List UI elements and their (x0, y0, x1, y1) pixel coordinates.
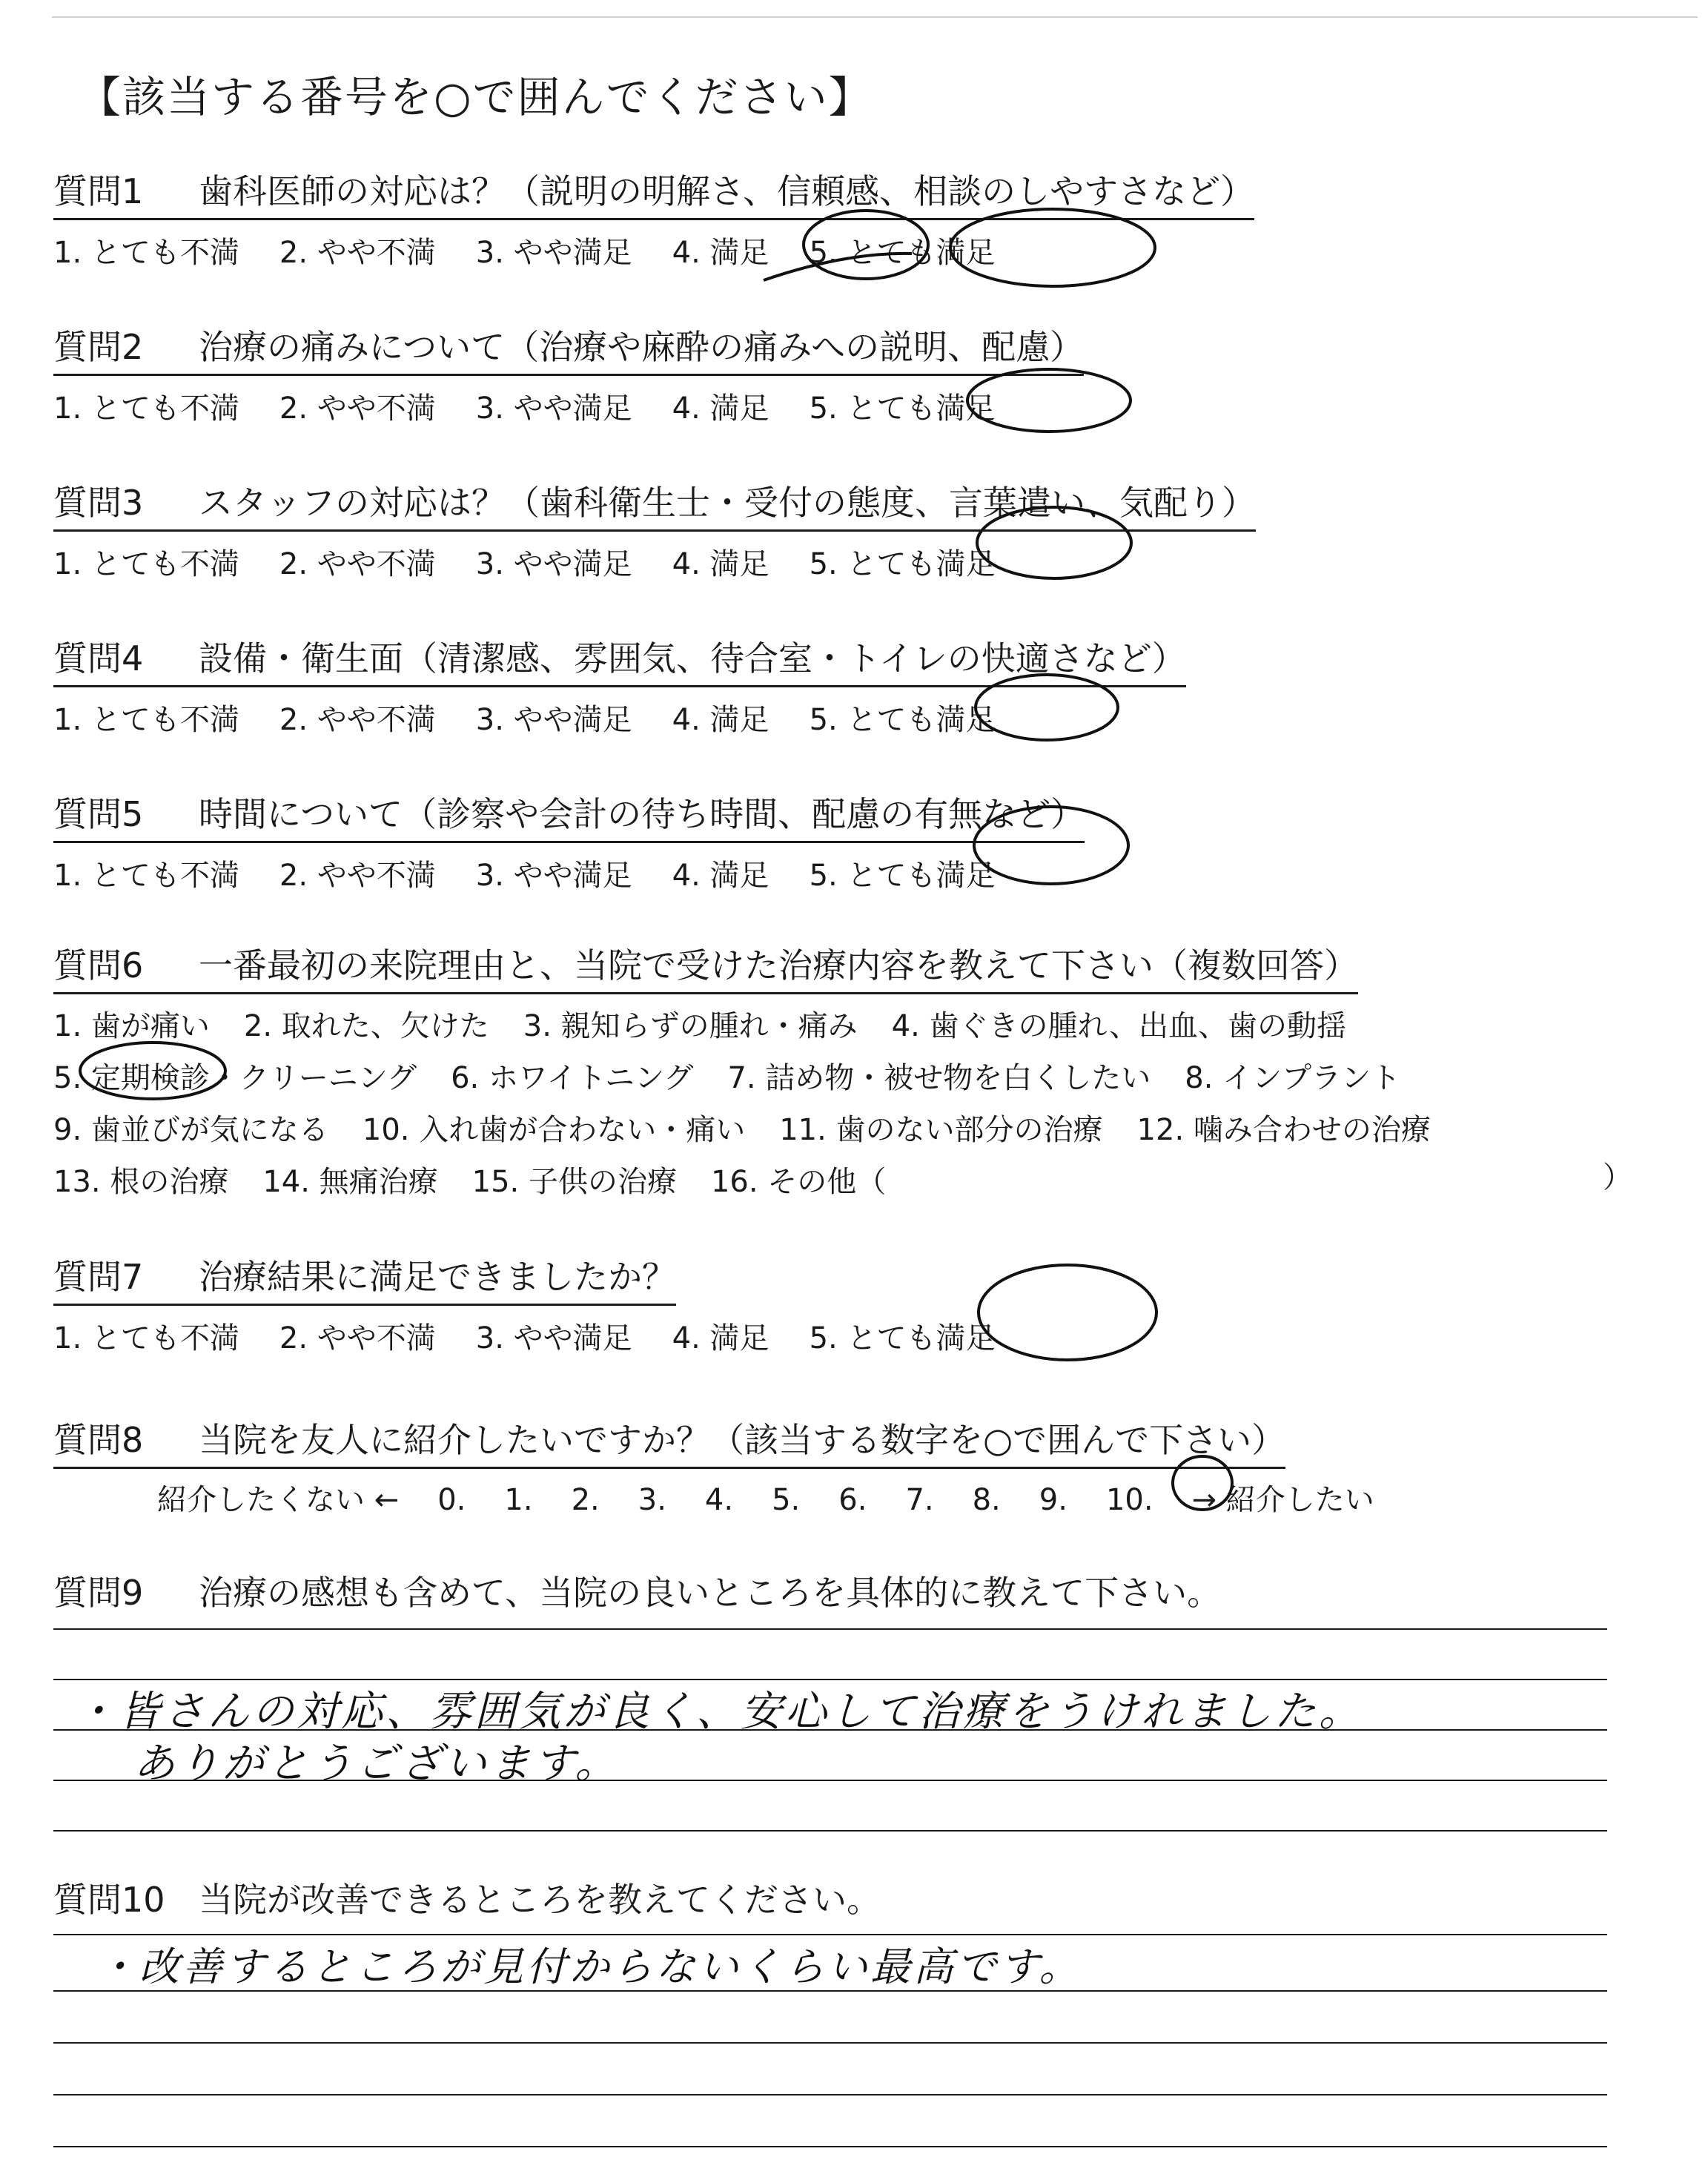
question-number: 質問4 (53, 638, 144, 678)
scale-option[interactable]: 4. (704, 1483, 734, 1517)
scale-option[interactable]: 3. (638, 1483, 666, 1517)
question-text: 治療の痛みについて（治療や麻酔の痛みへの説明、配慮） (199, 327, 1085, 367)
reason-option-other[interactable]: 16. その他（ (710, 1165, 887, 1199)
option-2[interactable]: 2. やや不満 (279, 547, 436, 581)
option-3[interactable]: 3. やや満足 (475, 392, 632, 426)
option-1[interactable]: 1. とても不満 (53, 236, 239, 270)
option-4[interactable]: 4. 満足 (672, 703, 769, 737)
option-3[interactable]: 3. やや満足 (475, 1321, 632, 1355)
question-7-heading (53, 1250, 676, 1306)
scale-option[interactable]: 6. (838, 1483, 867, 1517)
scale-option[interactable]: 1. (504, 1483, 533, 1517)
rating-options (53, 541, 1256, 583)
option-1[interactable]: 1. とても不満 (53, 547, 239, 581)
question-10 (53, 1873, 881, 1926)
question-number: 質問2 (53, 327, 144, 367)
option-3[interactable]: 3. やや満足 (475, 703, 632, 737)
question-number: 質問3 (53, 483, 144, 523)
option-3[interactable]: 3. やや満足 (475, 859, 632, 893)
option-5[interactable]: 5. とても満足 (809, 859, 996, 893)
reason-option[interactable]: 9. 歯並びが気になる (53, 1113, 328, 1147)
option-2[interactable]: 2. やや不満 (279, 859, 436, 893)
page-title: 【該当する番号を○で囲んでください】 (78, 72, 873, 122)
option-2[interactable]: 2. やや不満 (279, 236, 436, 270)
reason-option[interactable]: 15. 子供の治療 (471, 1165, 677, 1199)
reason-option[interactable]: 8. インプラント (1185, 1061, 1401, 1095)
ruled-line (53, 1628, 1607, 1630)
rating-options (53, 852, 1085, 894)
question-number: 質問10 (53, 1880, 165, 1920)
question-number: 質問7 (53, 1257, 144, 1297)
option-5[interactable]: 5. とても満足 (809, 236, 996, 270)
question-2-heading (53, 320, 1084, 376)
question-text: 歯科医師の対応は？（説明の明解さ、信頼感、相談のしやすさなど） (199, 171, 1255, 211)
reason-row-2 (53, 1052, 1465, 1104)
option-5[interactable]: 5. とても満足 (809, 392, 996, 426)
question-text: 一番最初の来院理由と、当院で受けた治療内容を教えて下さい（複数回答） (199, 945, 1358, 985)
option-5[interactable]: 5. とても満足 (809, 547, 996, 581)
question-9-heading (53, 1566, 1221, 1619)
question-6-heading (53, 939, 1358, 994)
reason-row-4 (53, 1156, 1465, 1208)
option-4[interactable]: 4. 満足 (672, 547, 769, 581)
question-3 (53, 476, 1256, 583)
option-4[interactable]: 4. 満足 (672, 236, 769, 270)
question-5 (53, 787, 1085, 894)
reason-option[interactable]: 11. 歯のない部分の治療 (779, 1113, 1103, 1147)
question-4-heading (53, 632, 1186, 687)
scale-option[interactable]: 7. (905, 1483, 934, 1517)
option-4[interactable]: 4. 満足 (672, 859, 769, 893)
rating-options (53, 696, 1186, 739)
question-number: 質問9 (53, 1573, 144, 1613)
question-9 (53, 1566, 1221, 1619)
question-3-heading (53, 476, 1256, 532)
recommend-scale (53, 1476, 1413, 1519)
question-7 (53, 1250, 1035, 1357)
ruled-line (53, 2094, 1607, 2095)
reason-option[interactable]: 13. 根の治療 (53, 1165, 229, 1199)
reason-row-3 (53, 1104, 1465, 1156)
question-6 (53, 939, 1465, 1208)
scale-right-label: → 紹介したい (1191, 1483, 1374, 1517)
rating-options (53, 1315, 1035, 1357)
question-5-heading (53, 787, 1085, 843)
question-number: 質問5 (53, 794, 144, 834)
reason-row-1 (53, 1000, 1465, 1052)
other-close-paren: ） (1603, 1160, 1632, 1195)
reason-option[interactable]: 10. 入れ歯が合わない・痛い (362, 1113, 746, 1147)
reason-option[interactable]: 4. 歯ぐきの腫れ、出血、歯の動揺 (891, 1009, 1346, 1043)
scale-option[interactable]: 9. (1039, 1483, 1068, 1517)
question-1-heading (53, 165, 1254, 220)
option-4[interactable]: 4. 満足 (672, 392, 769, 426)
ruled-line (53, 2042, 1607, 2044)
question-text: 治療の感想も含めて、当院の良いところを具体的に教えて下さい。 (199, 1573, 1222, 1613)
option-2[interactable]: 2. やや不満 (279, 703, 436, 737)
scale-option[interactable]: 5. (772, 1483, 801, 1517)
question-number: 質問6 (53, 945, 144, 985)
reason-option[interactable]: 3. 親知らずの腫れ・痛み (523, 1009, 858, 1043)
option-3[interactable]: 3. やや満足 (475, 547, 632, 581)
question-text: 当院が改善できるところを教えてください。 (199, 1880, 881, 1920)
question-number: 質問8 (53, 1420, 144, 1460)
option-1[interactable]: 1. とても不満 (53, 1321, 239, 1355)
option-2[interactable]: 2. やや不満 (279, 1321, 436, 1355)
option-5[interactable]: 5. とても満足 (809, 703, 996, 737)
scale-option[interactable]: 10. (1105, 1483, 1153, 1517)
q9-answer-line-2: ありがとうございます。 (133, 1740, 620, 1788)
option-1[interactable]: 1. とても不満 (53, 392, 239, 426)
question-text: 治療結果に満足できましたか？ (199, 1257, 676, 1297)
option-1[interactable]: 1. とても不満 (53, 859, 239, 893)
ruled-line (53, 1830, 1607, 1832)
rating-options (53, 229, 1254, 271)
scale-option[interactable]: 8. (972, 1483, 1001, 1517)
scale-option[interactable]: 0. (437, 1483, 466, 1517)
reason-option[interactable]: 1. 歯が痛い (53, 1009, 210, 1043)
question-number: 質問1 (53, 171, 144, 211)
ruled-line (53, 2146, 1607, 2147)
q10-answer-line-1: ・改善するところが見付からないくらい最高です。 (96, 1943, 1082, 1990)
option-1[interactable]: 1. とても不満 (53, 703, 239, 737)
question-text: 当院を友人に紹介したいですか？（該当する数字を○で囲んで下さい） (199, 1420, 1286, 1460)
reason-option[interactable]: 7. 詰め物・被せ物を白くしたい (727, 1061, 1151, 1095)
scale-left-label: 紹介したくない ← (157, 1483, 400, 1517)
top-border (52, 16, 1698, 18)
reason-options (53, 1000, 1465, 1208)
q9-answer-line-1: ・皆さんの対応、雰囲気が良く、安心して治療をうけれました。 (74, 1688, 1363, 1736)
reason-option[interactable]: 5. 定期検診・クリーニング (53, 1061, 417, 1095)
option-3[interactable]: 3. やや満足 (475, 236, 632, 270)
option-5[interactable]: 5. とても満足 (809, 1321, 996, 1355)
question-8-heading (53, 1413, 1285, 1469)
question-text: 時間について（診察や会計の待ち時間、配慮の有無など） (199, 794, 1085, 834)
option-2[interactable]: 2. やや不満 (279, 392, 436, 426)
reason-option[interactable]: 2. 取れた、欠けた (243, 1009, 489, 1043)
reason-option[interactable]: 14. 無痛治療 (262, 1165, 438, 1199)
question-1 (53, 165, 1254, 271)
rating-options (53, 385, 1084, 427)
reason-option[interactable]: 6. ホワイトニング (451, 1061, 694, 1095)
scale-option[interactable]: 2. (571, 1483, 600, 1517)
option-4[interactable]: 4. 満足 (672, 1321, 769, 1355)
reason-option[interactable]: 12. 噛み合わせの治療 (1136, 1113, 1431, 1147)
question-text: スタッフの対応は？（歯科衛生士・受付の態度、言葉遣い、気配り） (199, 483, 1256, 523)
question-2 (53, 320, 1084, 427)
question-10-heading (53, 1873, 881, 1926)
question-text: 設備・衛生面（清潔感、雰囲気、待合室・トイレの快適さなど） (199, 638, 1186, 678)
question-8 (53, 1413, 1413, 1519)
question-4 (53, 632, 1186, 739)
